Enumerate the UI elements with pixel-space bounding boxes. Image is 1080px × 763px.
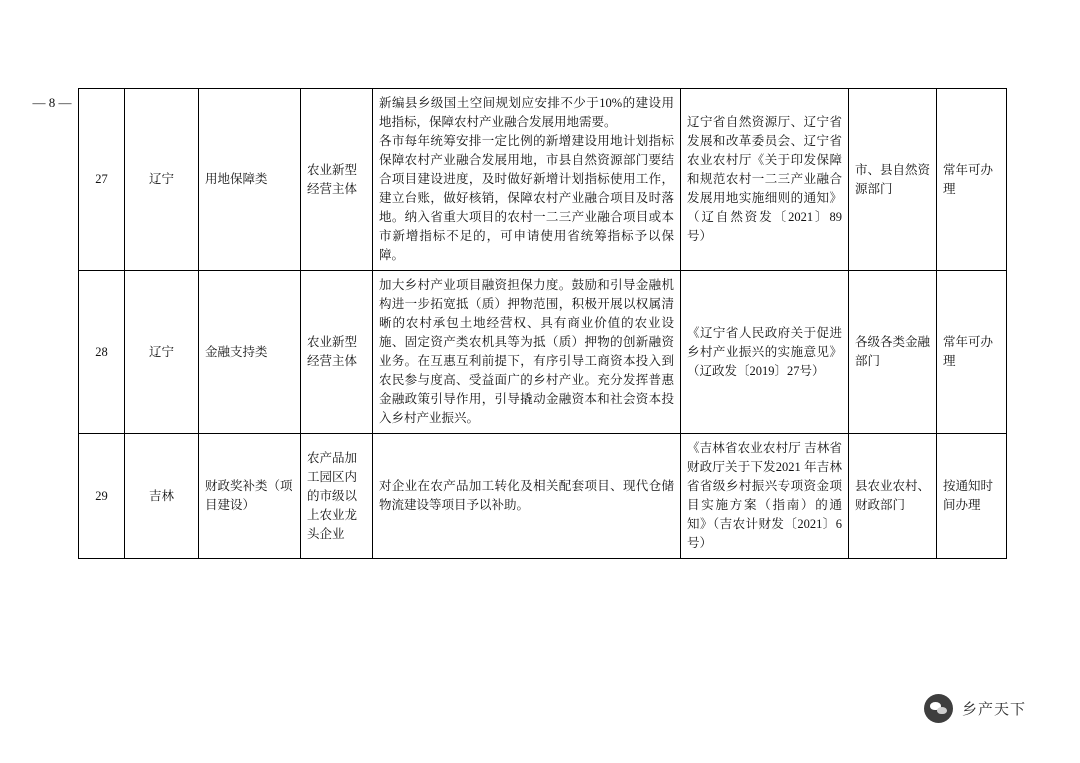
policy-content-paragraph: 加大乡村产业项目融资担保力度。鼓励和引导金融机构进一步拓宽抵（质）押物范围，积极开展以权属清晰的农村承包土地经营权、具有商业价值的农业设施、固定资产类农机具等为抵（质）押物的创新融资业务。在互惠互利前提下，有序引导工商资本投入到农民参与度高、受益面广的乡村产业。充分发挥普惠金融政策引导作用，引导撬动金融资本和社会资本投入乡村产业振兴。 bbox=[379, 278, 674, 425]
cell-responsible-department: 县农业农村、财政部门 bbox=[849, 434, 937, 559]
cell-responsible-department: 各级各类金融部门 bbox=[849, 271, 937, 434]
cell-responsible-department: 市、县自然资源部门 bbox=[849, 89, 937, 271]
cell-policy-basis: 辽宁省自然资源厅、辽宁省发展和改革委员会、辽宁省农业农村厅《关于印发保障和规范农村一二三产业融合发展用地实施细则的通知》（辽自然资发〔2021〕89号） bbox=[681, 89, 849, 271]
cell-support-object: 农业新型经营主体 bbox=[301, 271, 373, 434]
cell-policy-type: 金融支持类 bbox=[199, 271, 301, 434]
policy-content-paragraph: 新编县乡级国土空间规划应安排不少于10%的建设用地指标，保障农村产业融合发展用地需要。 bbox=[379, 96, 674, 129]
cell-serial-number: 27 bbox=[79, 89, 125, 271]
table-row bbox=[79, 89, 1007, 271]
cell-support-object: 农产品加工园区内的市级以上农业龙头企业 bbox=[301, 434, 373, 559]
table-row bbox=[79, 271, 1007, 434]
page-number: — 8 — bbox=[32, 95, 72, 110]
cell-policy-basis: 《辽宁省人民政府关于促进乡村产业振兴的实施意见》（辽政发〔2019〕27号） bbox=[681, 271, 849, 434]
policy-table bbox=[78, 88, 1007, 559]
cell-serial-number: 29 bbox=[79, 434, 125, 559]
policy-content-paragraph: 对企业在农产品加工转化及相关配套项目、现代仓储物流建设等项目予以补助。 bbox=[379, 479, 674, 512]
watermark-label: 乡产天下 bbox=[961, 701, 1026, 718]
cell-policy-type: 财政奖补类（项目建设） bbox=[199, 434, 301, 559]
cell-policy-content bbox=[373, 89, 681, 271]
watermark bbox=[924, 694, 1026, 723]
cell-policy-content bbox=[373, 271, 681, 434]
cell-policy-basis: 《吉林省农业农村厅 吉林省财政厅关于下发2021 年吉林省省级乡村振兴专项资金项目实施方案（指南）的通知》（吉农计财发〔2021〕6号） bbox=[681, 434, 849, 559]
cell-processing-time: 常年可办理 bbox=[937, 89, 1007, 271]
cell-policy-content bbox=[373, 434, 681, 559]
wechat-official-account-avatar-icon bbox=[924, 694, 953, 723]
cell-serial-number: 28 bbox=[79, 271, 125, 434]
cell-province: 吉林 bbox=[125, 434, 199, 559]
policy-content-paragraph: 各市每年统筹安排一定比例的新增建设用地计划指标保障农村产业融合发展用地，市县自然资源部门要结合项目建设进度，及时做好新增计划指标使用工作，建立台账，做好核销，保障农村产业融合项目及时落地。纳入省重大项目的农村一二三产业融合项目或本市新增指标不足的，可申请使用省统筹指标予以保障。 bbox=[379, 134, 674, 262]
cell-processing-time: 常年可办理 bbox=[937, 271, 1007, 434]
cell-processing-time: 按通知时间办理 bbox=[937, 434, 1007, 559]
table-row bbox=[79, 434, 1007, 559]
cell-province: 辽宁 bbox=[125, 89, 199, 271]
cell-policy-type: 用地保障类 bbox=[199, 89, 301, 271]
cell-province: 辽宁 bbox=[125, 271, 199, 434]
cell-support-object: 农业新型经营主体 bbox=[301, 89, 373, 271]
